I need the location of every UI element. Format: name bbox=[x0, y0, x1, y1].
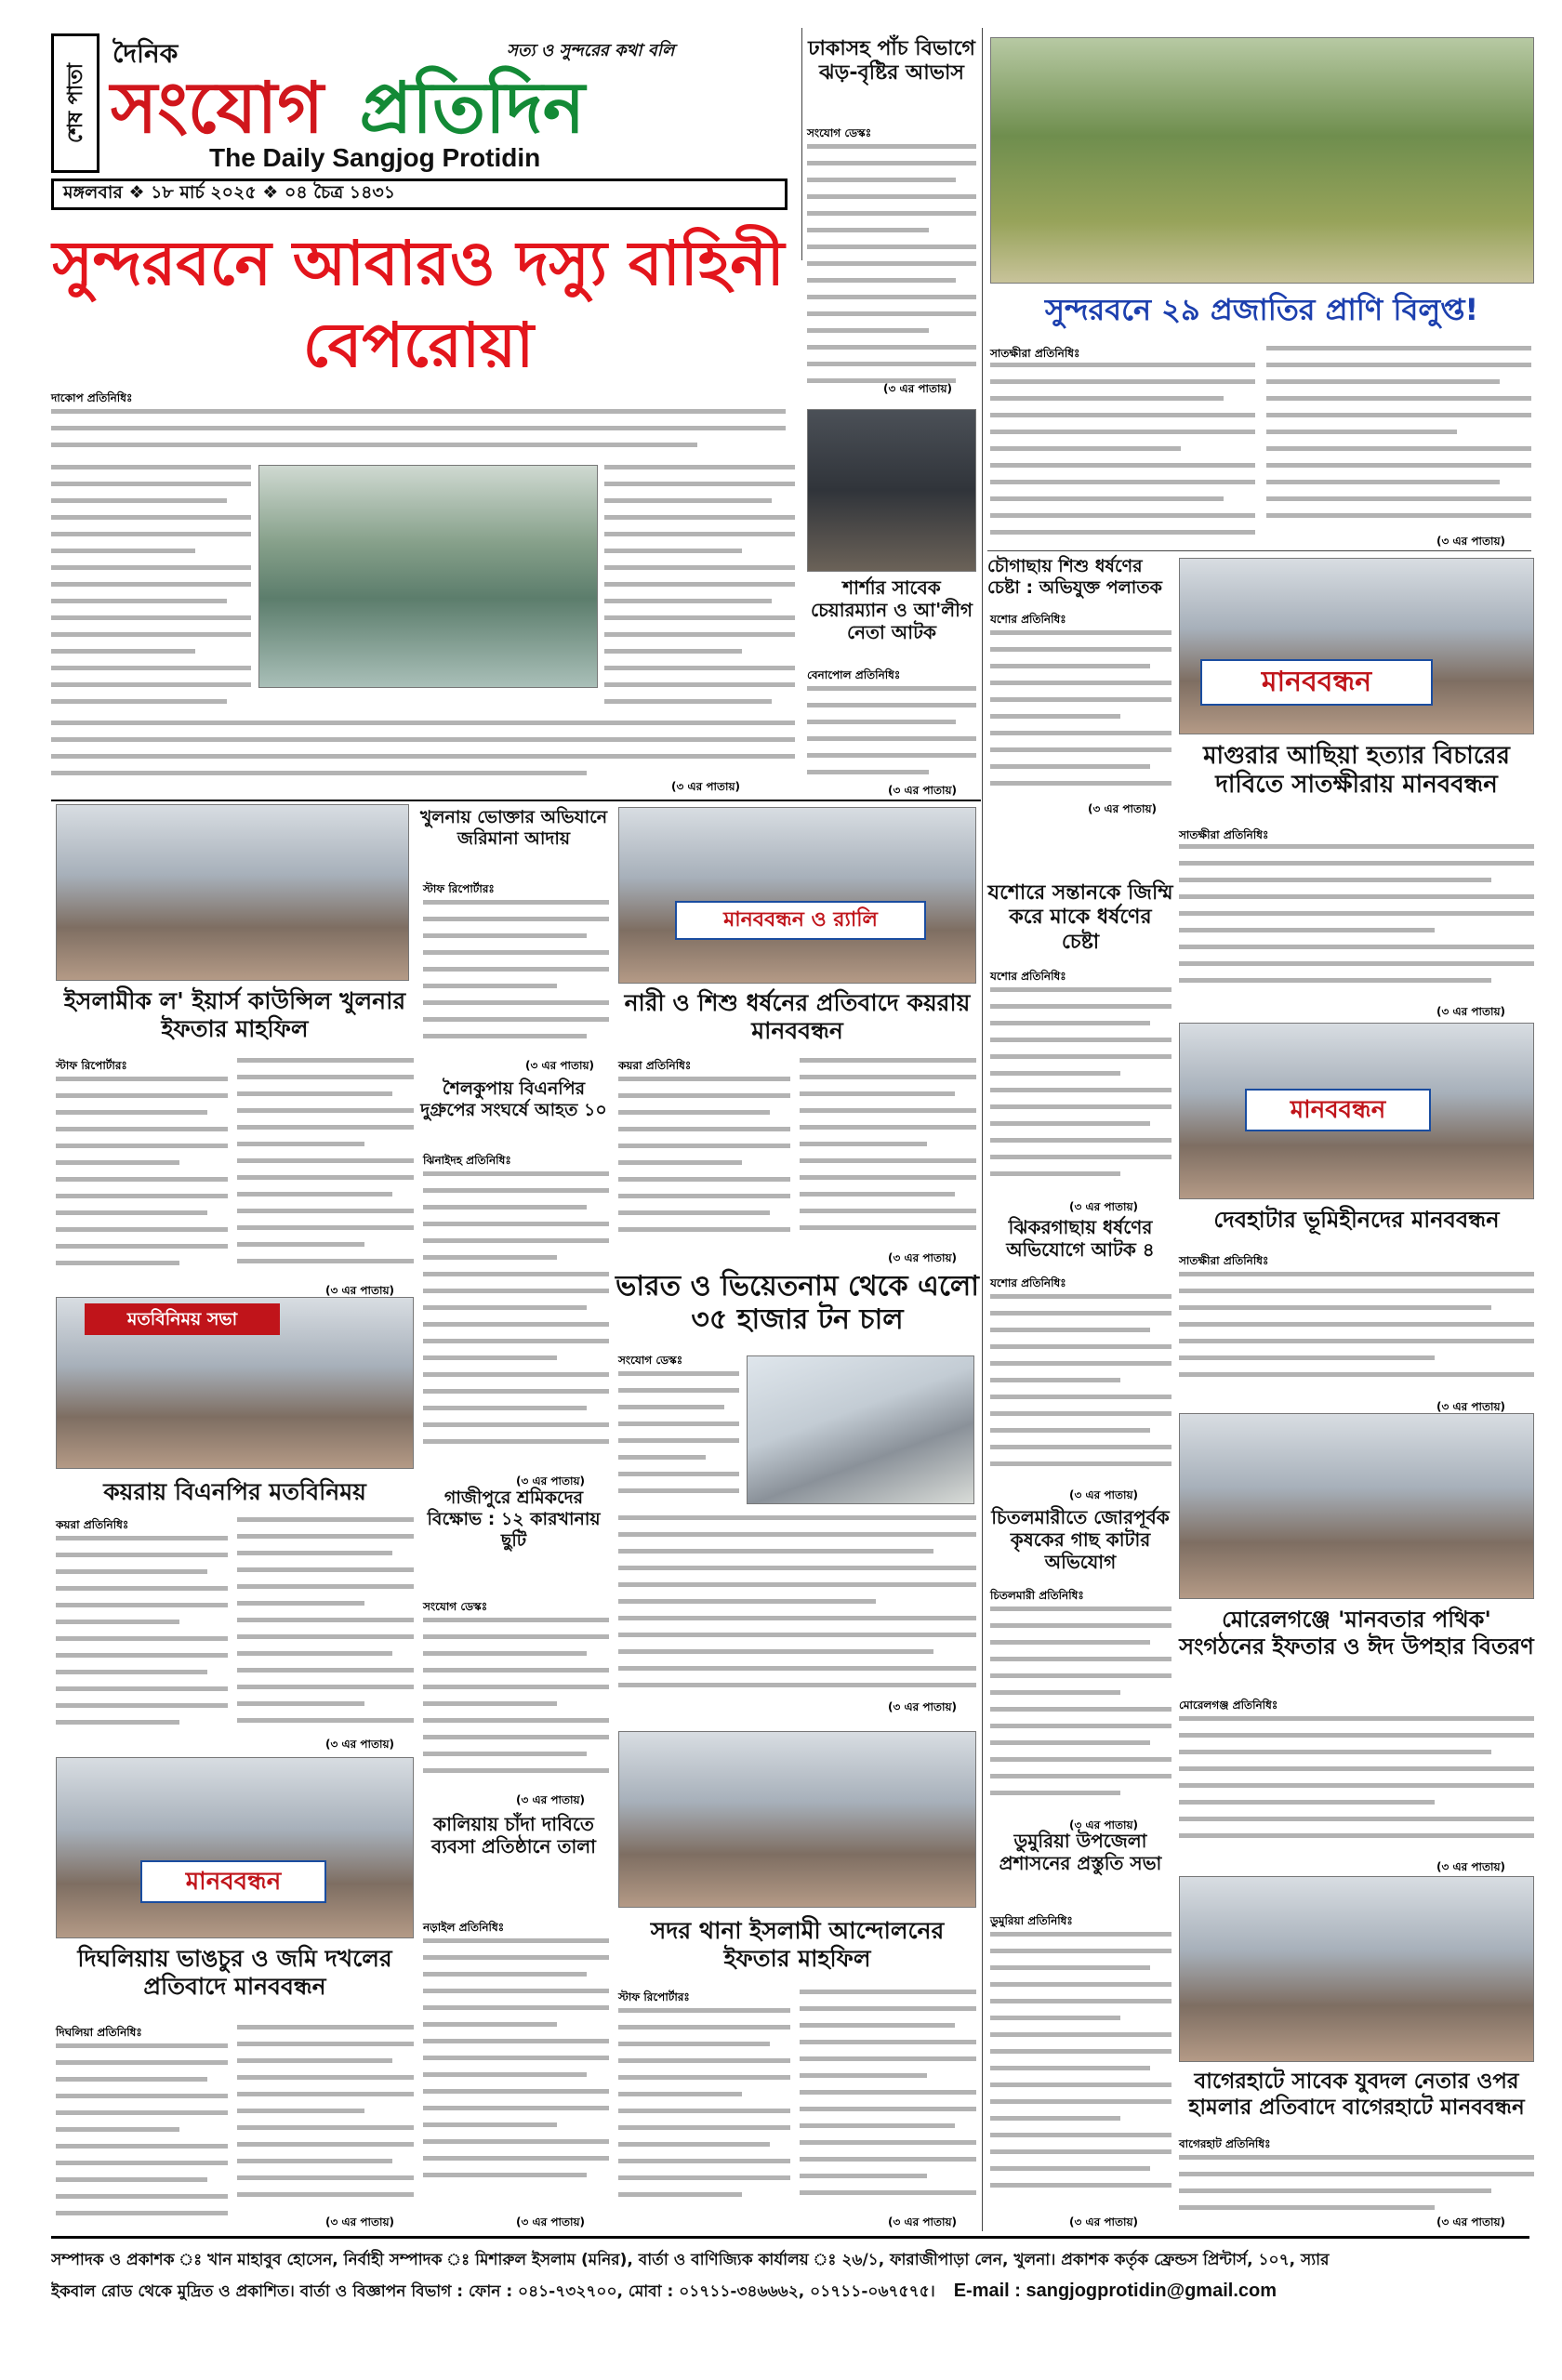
khulna-fine-byline: স্টাফ রিপোর্টারঃ bbox=[423, 882, 495, 895]
morrelganj-photo bbox=[1179, 1413, 1534, 1599]
lawyers-iftar-photo bbox=[56, 804, 409, 981]
deer-photo bbox=[990, 37, 1534, 284]
species-body-left bbox=[990, 363, 1255, 549]
lead-body-bottom bbox=[51, 721, 795, 786]
section-rule bbox=[51, 2236, 1529, 2239]
sadar-iftar-body-right bbox=[800, 1990, 976, 2217]
imprint-line-2 bbox=[51, 2280, 1529, 2306]
shoilkupa-byline: ঝিনাইদহ প্রতিনিধিঃ bbox=[423, 1154, 511, 1167]
morrelganj-byline: মোরেলগঞ্জ প্রতিনিধিঃ bbox=[1179, 1699, 1278, 1712]
section-rule bbox=[51, 800, 981, 801]
jhikargachha-headline: ঝিকরগাছায় ধর্ষণের অভিযোগে আটক ৪ bbox=[1006, 1216, 1155, 1261]
chitalmari-byline: চিতলমারী প্রতিনিধিঃ bbox=[990, 1589, 1084, 1602]
sadar-iftar-headline: সদর থানা ইসলামী আন্দোলনের ইফতার মাহফিল bbox=[650, 1917, 945, 1972]
gazipur-body bbox=[423, 1618, 609, 1794]
imprint-line-1: সম্পাদক ও প্রকাশক ঃ খান মাহাবুব হোসেন, নির্বাহী সম্পাদক ঃ মিশারুল ইসলাম (মনির), বার্তা ও বাণিজ্যিক কার্যালয় ঃ ২৬/১, ফারাজীপাড়া লেন, খুলনা। প্রকাশক কর্তৃক ফ্রেন্ডস প্রিন্টার্স, ১০৭, স্যার bbox=[51, 2251, 1330, 2269]
weather-headline: ঢাকাসহ পাঁচ বিভাগে ঝড়-বৃষ্টির আভাস bbox=[808, 37, 975, 86]
dumuria-continued: (৩ এর পাতায়) bbox=[1069, 2215, 1139, 2228]
column-rule bbox=[801, 28, 802, 260]
bagerhat-body bbox=[1179, 2155, 1534, 2213]
rice-ship-photo bbox=[747, 1355, 974, 1504]
rice-body-bottom bbox=[618, 1515, 976, 1701]
species-body-right bbox=[1266, 346, 1531, 541]
debhata-banner: মানববন্ধন bbox=[1245, 1089, 1431, 1131]
lead-body-left bbox=[51, 465, 251, 716]
bagerhat-byline: বাগেরহাট প্রতিনিধিঃ bbox=[1179, 2137, 1271, 2150]
lawyers-headline: ইসলামীক ল' ইয়ার্স কাউন্সিল খুলনার ইফতার মাহফিল bbox=[63, 987, 406, 1042]
newspaper-name bbox=[111, 63, 585, 152]
dumuria-body bbox=[990, 1932, 1172, 2211]
kalia-body bbox=[423, 1938, 609, 2213]
debhata-byline: সাতক্ষীরা প্রতিনিধিঃ bbox=[1179, 1254, 1269, 1267]
column-rule bbox=[982, 28, 983, 2231]
section-tab bbox=[51, 33, 99, 173]
jessore-hostage-byline: যশোর প্রতিনিধিঃ bbox=[990, 970, 1066, 983]
lawyers-body-right bbox=[237, 1058, 414, 1290]
date-bar bbox=[51, 178, 788, 210]
arrest-headline: শার্শার সাবেক চেয়ারম্যান ও আ'লীগ নেতা আটক bbox=[811, 576, 973, 643]
magura-headline: মাগুরার আছিয়া হত্যার বিচারের দাবিতে সাতক্ষীরায় মানববন্ধন bbox=[1203, 742, 1510, 800]
digholia-continued: (৩ এর পাতায়) bbox=[325, 2215, 395, 2228]
bagerhat-headline: বাগেরহাটে সাবেক যুবদল নেতার ওপর হামলার প্রতিবাদে বাগেরহাটে মানববন্ধন bbox=[1188, 2069, 1525, 2120]
lead-body-right bbox=[604, 465, 795, 716]
weather-continued: (৩ এর পাতায়) bbox=[883, 382, 953, 395]
gazipur-headline: গাজীপুরে শ্রমিকদের বিক্ষোভ : ১২ কারখানায় ছুটি bbox=[427, 1488, 601, 1551]
shoilkupa-body bbox=[423, 1171, 609, 1478]
koyra-rally-body-right bbox=[800, 1058, 976, 1253]
rice-continued: (৩ এর পাতায়) bbox=[888, 1700, 958, 1713]
jhikargachha-continued: (৩ এর পাতায়) bbox=[1069, 1488, 1139, 1501]
species-continued: (৩ এর পাতায়) bbox=[1436, 535, 1506, 548]
masthead-tagline: সত্য ও সুন্দরের কথা বলি bbox=[507, 41, 675, 60]
koyra-bnp-photo bbox=[56, 1297, 414, 1469]
koyra-rally-byline: কয়রা প্রতিনিধিঃ bbox=[618, 1059, 692, 1072]
arrest-byline: বেনাপোল প্রতিনিধিঃ bbox=[807, 668, 901, 681]
magura-body bbox=[1179, 844, 1534, 1007]
chitalmari-body bbox=[990, 1606, 1172, 1820]
rice-body-left bbox=[618, 1371, 739, 1511]
koyra-rally-photo bbox=[618, 807, 976, 984]
kalia-continued: (৩ এর পাতায়) bbox=[516, 2215, 586, 2228]
sadar-iftar-byline: স্টাফ রিপোর্টারঃ bbox=[618, 1990, 690, 2003]
gazipur-byline: সংযোগ ডেস্কঃ bbox=[423, 1600, 488, 1613]
digholia-headline: দিঘলিয়ায় ভাঙচুর ও জমি দখলের প্রতিবাদে মানববন্ধন bbox=[77, 1945, 392, 2000]
kalia-headline: কালিয়ায় চাঁদা দাবিতে ব্যবসা প্রতিষ্ঠানে তালা bbox=[431, 1813, 596, 1858]
koyra-bnp-banner: মতবিনিময় সভা bbox=[85, 1303, 280, 1335]
khulna-fine-continued: (৩ এর পাতায়) bbox=[525, 1059, 595, 1072]
morrelganj-continued: (৩ এর পাতায়) bbox=[1436, 1860, 1506, 1873]
koyra-bnp-body-right bbox=[237, 1517, 414, 1740]
arrest-body bbox=[807, 686, 976, 788]
lawyers-continued: (৩ এর পাতায়) bbox=[325, 1284, 395, 1297]
chougachha-byline: যশোর প্রতিনিধিঃ bbox=[990, 613, 1066, 626]
koyra-bnp-headline: কয়রায় বিএনপির মতবিনিময় bbox=[103, 1478, 366, 1505]
koyra-rally-headline: নারী ও শিশু ধর্ষনের প্রতিবাদে কয়রায় মানববন্ধন bbox=[624, 989, 971, 1044]
dumuria-headline: ডুমুরিয়া উপজেলা প্রশাসনের প্রস্তুতি সভা bbox=[999, 1830, 1162, 1874]
dumuria-byline: ডুমুরিয়া প্রতিনিধিঃ bbox=[990, 1914, 1073, 1927]
jhikargachha-byline: যশোর প্রতিনিধিঃ bbox=[990, 1276, 1066, 1289]
weather-body bbox=[807, 144, 976, 395]
magura-continued: (৩ এর পাতায়) bbox=[1436, 1005, 1506, 1018]
newspaper-name-red: সংযোগ bbox=[111, 66, 324, 149]
chairman-portrait bbox=[807, 409, 976, 572]
chougachha-body bbox=[990, 630, 1172, 802]
lead-headline: সুন্দরবনে আবারও দস্যু বাহিনী বেপরোয়া bbox=[52, 228, 785, 381]
lawyers-body-left bbox=[56, 1077, 228, 1290]
chitalmari-continued: (৩ এর পাতায়) bbox=[1069, 1818, 1139, 1831]
sadar-iftar-body-left bbox=[618, 2008, 790, 2217]
digholia-protest-photo bbox=[56, 1757, 414, 1938]
lawyers-byline: স্টাফ রিপোর্টারঃ bbox=[56, 1059, 127, 1072]
koyra-bnp-body-left bbox=[56, 1536, 228, 1740]
morrelganj-headline: মোরেলগঞ্জে 'মানবতার পথিক' সংগঠনের ইফতার ও ঈদ উপহার বিতরণ bbox=[1179, 1606, 1534, 1659]
magura-protest-photo bbox=[1179, 558, 1534, 734]
rice-byline: সংযোগ ডেস্কঃ bbox=[618, 1354, 683, 1367]
lead-body bbox=[51, 409, 786, 461]
species-byline: সাতক্ষীরা প্রতিনিধিঃ bbox=[990, 347, 1080, 360]
newspaper-name-green: প্রতিদিন bbox=[359, 66, 586, 149]
koyra-banner: মানববন্ধন ও র‍্যালি bbox=[675, 901, 926, 940]
imprint-contact: ইকবাল রোড থেকে মুদ্রিত ও প্রকাশিত। বার্তা ও বিজ্ঞাপন বিভাগ : ফোন : ০৪১-৭৩২৭০০, মোবা : ০১৭১১-৩৪৬৬৬২, ০১৭১১-০৬৭৫৭৫। bbox=[51, 2282, 935, 2301]
rice-headline: ভারত ও ভিয়েতনাম থেকে এলো ৩৫ হাজার টন চাল bbox=[616, 1270, 979, 1336]
issue-date: মঙ্গলবার ❖ ১৮ মার্চ ২০২৫ ❖ ০৪ চৈত্র ১৪৩১ bbox=[63, 182, 396, 203]
koyra-bnp-byline: কয়রা প্রতিনিধিঃ bbox=[56, 1518, 129, 1531]
debhata-body bbox=[1179, 1272, 1534, 1402]
jhikargachha-body bbox=[990, 1294, 1172, 1489]
koyra-rally-body-left bbox=[618, 1077, 790, 1253]
debhata-headline: দেবহাটার ভূমিহীনদের মানববন্ধন bbox=[1213, 1207, 1500, 1233]
jessore-hostage-headline: যশোরে সন্তানকে জিম্মি করে মাকে ধর্ষণের চেষ্টা bbox=[987, 881, 1173, 954]
sadar-iftar-photo bbox=[618, 1731, 976, 1908]
sundarbans-river-photo bbox=[258, 465, 598, 688]
koyra-bnp-continued: (৩ এর পাতায়) bbox=[325, 1738, 395, 1751]
chougachha-headline: চৌগাছায় শিশু ধর্ষণের চেষ্টা : অভিযুক্ত পলাতক bbox=[987, 556, 1162, 598]
species-headline: সুন্দরবনে ২৯ প্রজাতির প্রাণি বিলুপ্ত! bbox=[1044, 292, 1479, 327]
lead-byline: দাকোপ প্রতিনিধিঃ bbox=[51, 391, 133, 404]
kalia-byline: নড়াইল প্রতিনিধিঃ bbox=[423, 1921, 505, 1934]
digholia-banner: মানববন্ধন bbox=[140, 1860, 326, 1903]
khulna-fine-body bbox=[423, 900, 609, 1058]
gazipur-continued: (৩ এর পাতায়) bbox=[516, 1793, 586, 1806]
shoilkupa-headline: শৈলকুপায় বিএনপির দুগ্রুপের সংঘর্ষে আহত ১০ bbox=[420, 1078, 607, 1120]
magura-byline: সাতক্ষীরা প্রতিনিধিঃ bbox=[1179, 828, 1269, 841]
chitalmari-headline: চিতলমারীতে জোরপূর্বক কৃষকের গাছ কাটার অভিযোগ bbox=[991, 1506, 1170, 1573]
bagerhat-continued: (৩ এর পাতায়) bbox=[1436, 2215, 1506, 2228]
bagerhat-photo bbox=[1179, 1876, 1534, 2062]
masthead bbox=[51, 28, 795, 214]
debhata-continued: (৩ এর পাতায়) bbox=[1436, 1400, 1506, 1413]
jessore-hostage-body bbox=[990, 987, 1172, 1201]
section-rule bbox=[987, 550, 1531, 551]
section-tab-label: শেষ পাতা bbox=[63, 63, 87, 143]
koyra-rally-continued: (৩ এর পাতায়) bbox=[888, 1251, 958, 1264]
lead-continued: (৩ এর পাতায়) bbox=[671, 780, 741, 793]
jessore-hostage-continued: (৩ এর পাতায়) bbox=[1069, 1200, 1139, 1213]
digholia-body-left bbox=[56, 2043, 228, 2229]
arrest-continued: (৩ এর পাতায়) bbox=[888, 784, 958, 797]
debhata-protest-photo bbox=[1179, 1023, 1534, 1199]
shoilkupa-continued: (৩ এর পাতায়) bbox=[516, 1474, 586, 1488]
digholia-body-right bbox=[237, 2025, 414, 2211]
imprint-email: E-mail : sangjogprotidin@gmail.com bbox=[953, 2281, 1277, 2301]
khulna-fine-headline: খুলনায় ভোক্তার অভিযানে জরিমানা আদায় bbox=[419, 807, 608, 849]
chougachha-continued: (৩ এর পাতায়) bbox=[1088, 802, 1158, 815]
morrelganj-body bbox=[1179, 1716, 1534, 1865]
newspaper-name-english: The Daily Sangjog Protidin bbox=[209, 143, 541, 172]
sadar-iftar-continued: (৩ এর পাতায়) bbox=[888, 2215, 958, 2228]
magura-banner: মানববন্ধন bbox=[1200, 659, 1433, 706]
digholia-byline: দিঘলিয়া প্রতিনিধিঃ bbox=[56, 2026, 142, 2039]
weather-byline: সংযোগ ডেস্কঃ bbox=[807, 126, 872, 139]
masthead-prefix: দৈনিক bbox=[113, 38, 179, 69]
